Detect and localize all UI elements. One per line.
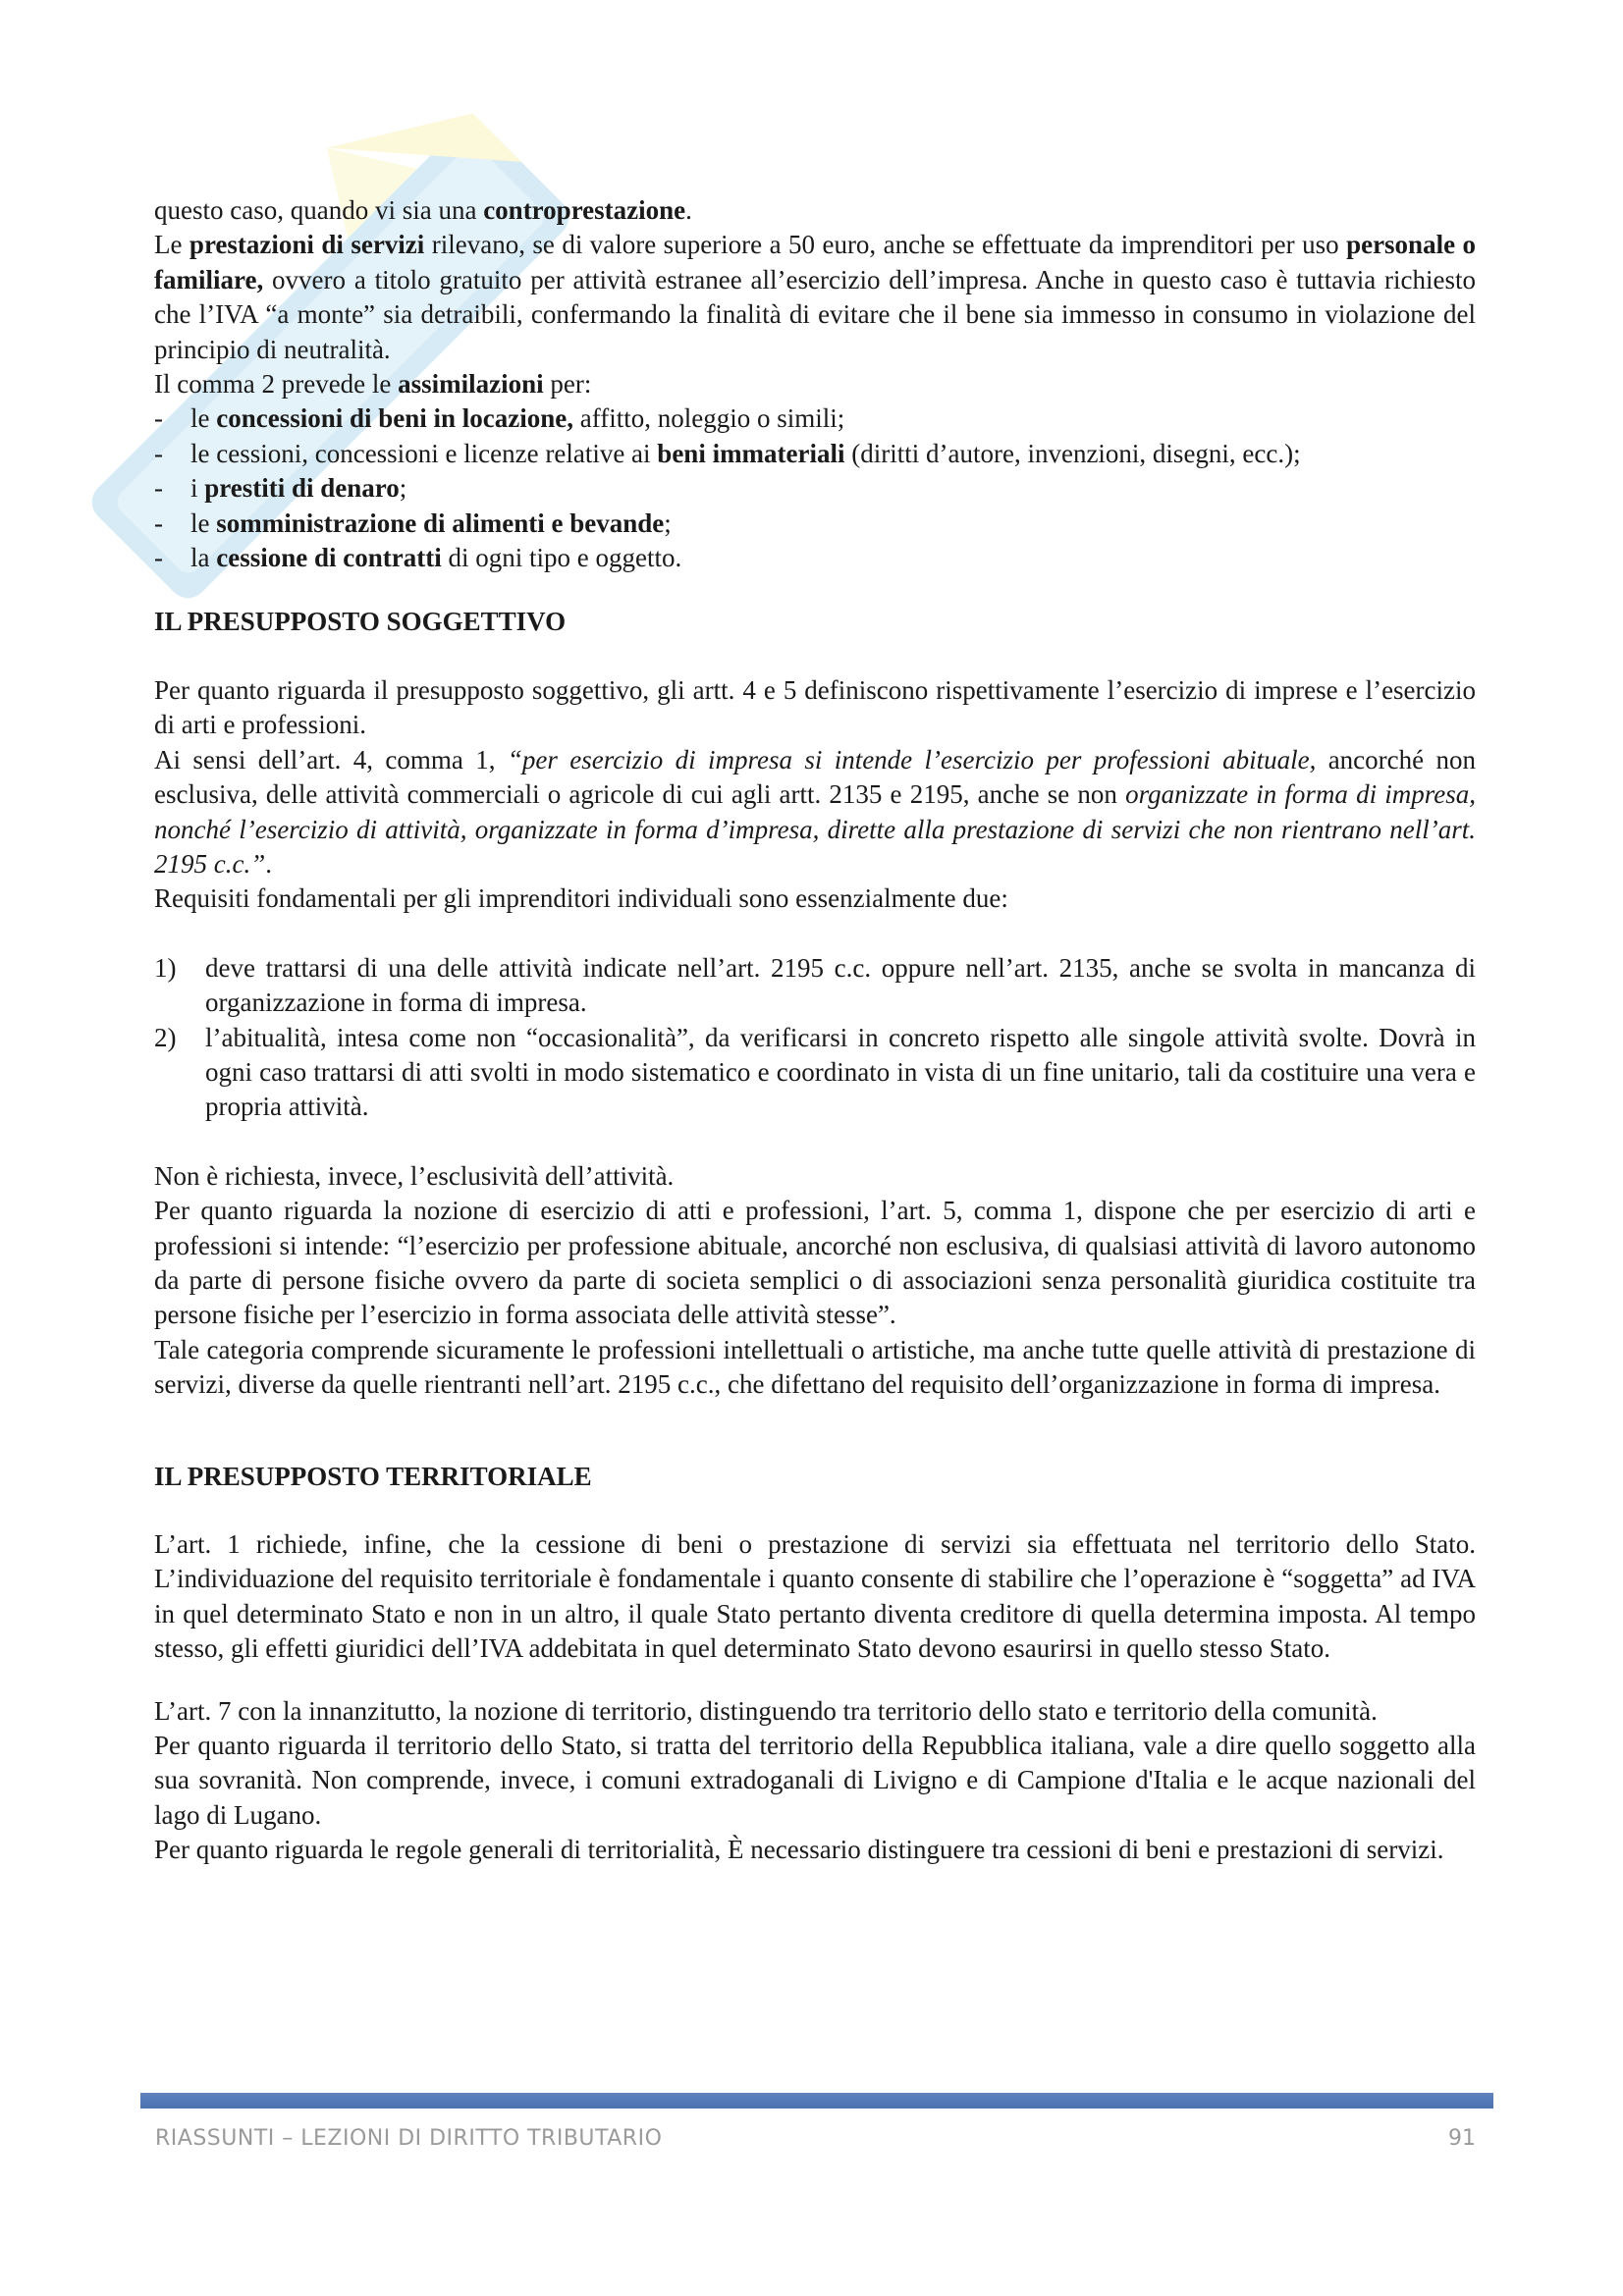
paragraph: Requisiti fondamentali per gli imprenditori individuali sono essenzialmente due: — [154, 883, 1008, 914]
list-dash: - — [154, 403, 163, 434]
list-dash: - — [154, 543, 163, 573]
list-number: 2) — [154, 1022, 177, 1052]
paragraph: Per quanto riguarda il territorio dello Stato, si tratta del territorio della Repubblica italiana, vale a dire quello soggetto alla sua sovranità. Non comprende, invece, i comuni extradoganali di Livigno e di Campione d'Italia e le acque nazionali del lago di Lugano. — [154, 1731, 1476, 1830]
requisiti-list — [154, 951, 1476, 1125]
bold-term: concessioni di beni in locazione, — [216, 403, 574, 434]
footer-rule — [140, 2093, 1493, 2109]
paragraph-prestazioni — [154, 228, 1476, 367]
bold-term: beni immateriali — [657, 438, 845, 468]
text-run: di ogni tipo e oggetto. — [441, 543, 682, 573]
text-run: ; — [664, 507, 672, 538]
bold-term: prestiti di denaro — [204, 473, 400, 504]
paragraph-intro — [154, 193, 1476, 228]
text-run: la — [190, 543, 217, 573]
paragraph: L’art. 7 con la innanzitutto, la nozione di territorio, distinguendo tra territorio dello stato e territorio della comunità. — [154, 1695, 1378, 1726]
list-dash: - — [154, 438, 163, 468]
bold-term: prestazioni di servizi — [189, 230, 425, 260]
text-run: ; — [399, 473, 407, 504]
main-text — [154, 193, 1476, 1868]
paragraph: Tale categoria comprende sicuramente le professioni intellettuali o artistiche, ma anche tutte quelle attività di prestazione di servizi, diverse da quelle rientranti nell’art. 2195 c.c., che difettano del requisito dell’organizzazione in forma di impresa. — [154, 1334, 1476, 1400]
text-run: (diritti d’autore, invenzioni, disegni, ecc.); — [844, 438, 1301, 468]
list-item — [154, 1021, 1476, 1125]
spacer — [154, 917, 1476, 951]
text-run: ovvero a titolo gratuito per attività estranee all’esercizio dell’impresa. Anche in questo caso è tuttavia richiesto che l’IVA “a monte” sia detraibili, confermando la finalità di evitare che il bene sia immesso in consumo in violazione del principio di neutralità. — [154, 264, 1476, 364]
paragraph: Per quanto riguarda la nozione di esercizio di atti e professioni, l’art. 5, comma 1, dispone che per esercizio di arti e professioni si intende: “l’esercizio per professione abituale, ancorché non esclusiva, di qualsiasi attività di lavoro autonomo da parte di persone fisiche ovvero da parte di societa semplici o di associazioni senza personalità giuridica costituite tra persone fisiche per l’esercizio in forma associata delle attività stesse”. — [154, 1196, 1476, 1330]
text-run: le — [190, 403, 217, 434]
section-heading-soggettivo: IL PRESUPPOSTO SOGGETTIVO — [154, 607, 567, 637]
text-run: questo caso, quando vi sia una — [154, 195, 484, 225]
text-run: . — [685, 195, 692, 225]
text-run: affitto, noleggio o simili; — [573, 403, 845, 434]
list-item — [154, 471, 1476, 506]
text-run: rilevano, se di valore superiore a 50 euro, anche se effettuate da imprenditori per uso — [424, 230, 1347, 260]
list-item — [154, 437, 1476, 471]
page-number: 91 — [1448, 2126, 1476, 2151]
text-run: . — [265, 848, 272, 879]
italic-quote: “per esercizio di impresa si intende l’esercizio per professioni abituale, — [507, 744, 1317, 774]
paragraph-comma-2 — [154, 367, 1476, 401]
paragraph — [154, 743, 1476, 882]
list-item — [154, 951, 1476, 1021]
bold-term: controprestazione — [483, 195, 686, 225]
list-dash: - — [154, 473, 163, 504]
spacer — [154, 1667, 1476, 1694]
text-run: deve trattarsi di una delle attività indicate nell’art. 2195 c.c. oppure nell’art. 2135, anche se svolta in mancanza di organizzazione in forma di impresa. — [205, 952, 1476, 1018]
assimilazioni-list — [154, 401, 1476, 575]
paragraph: Per quanto riguarda il presupposto soggettivo, gli artt. 4 e 5 definiscono rispettivamente l’esercizio di imprese e l’esercizio di arti e professioni. — [154, 674, 1476, 740]
footer-title: RIASSUNTI – LEZIONI DI DIRITTO TRIBUTARIO — [155, 2126, 663, 2151]
bold-term: cessione di contratti — [216, 543, 442, 573]
italic-quote: organizzate in forma di impresa, nonché l’esercizio di attività, organizzate in forma d’impresa, dirette alla prestazione di servizi che non rientrano nell’art. 2195 c.c.” — [154, 779, 1476, 879]
text-run: per: — [543, 369, 592, 400]
list-item — [154, 507, 1476, 541]
text-run: le cessioni, concessioni e licenze relative ai — [190, 438, 658, 468]
text-run: l’abitualità, intesa come non “occasionalità”, da verificarsi in concreto rispetto alle singole attività svolte. Dovrà in ogni caso trattarsi di atti svolti in modo sistematico e coordinato in vista di un fine unitario, tali da costituire una vera e propria attività. — [205, 1022, 1476, 1122]
text-run: i — [190, 473, 205, 504]
text-run: le — [190, 507, 217, 538]
list-item — [154, 401, 1476, 436]
paragraph: L’art. 1 richiede, infine, che la cessione di beni o prestazione di servizi sia effettuata nel territorio dello Stato. L’individuazione del requisito territoriale è fondamentale i quanto consente di stabilire che l’operazione è “soggetta” ad IVA in quel determinato Stato e non in un altro, il quale Stato pertanto diventa creditore di quella determina imposta. Al tempo stesso, gli effetti giuridici dell’IVA addebitata in quel determinato Stato devono esaurirsi in quello stesso Stato. — [154, 1529, 1476, 1664]
text-run: ancorché non esclusiva, delle attività commerciali o agricole di cui agli artt. 2135 e 2195, anche se non — [154, 744, 1476, 810]
paragraph: Per quanto riguarda le regole generali di territorialità, È necessario distinguere tra cessioni di beni e prestazioni di servizi. — [154, 1835, 1444, 1865]
text-run: Ai sensi dell’art. 4, comma 1, — [154, 744, 508, 774]
bold-term: personale o familiare, — [154, 230, 1476, 294]
list-number: 1) — [154, 952, 177, 983]
list-dash: - — [154, 507, 163, 538]
bold-term: somministrazione di alimenti e bevande — [216, 507, 665, 538]
text-run: Il comma 2 prevede le — [154, 369, 399, 400]
spacer — [154, 1125, 1476, 1159]
list-item — [154, 541, 1476, 575]
paragraph: Non è richiesta, invece, l’esclusività dell’attività. — [154, 1160, 675, 1191]
section-heading-territoriale: IL PRESUPPOSTO TERRITORIALE — [154, 1461, 592, 1491]
bold-term: assimilazioni — [398, 369, 544, 400]
text-run: Le — [154, 230, 189, 260]
